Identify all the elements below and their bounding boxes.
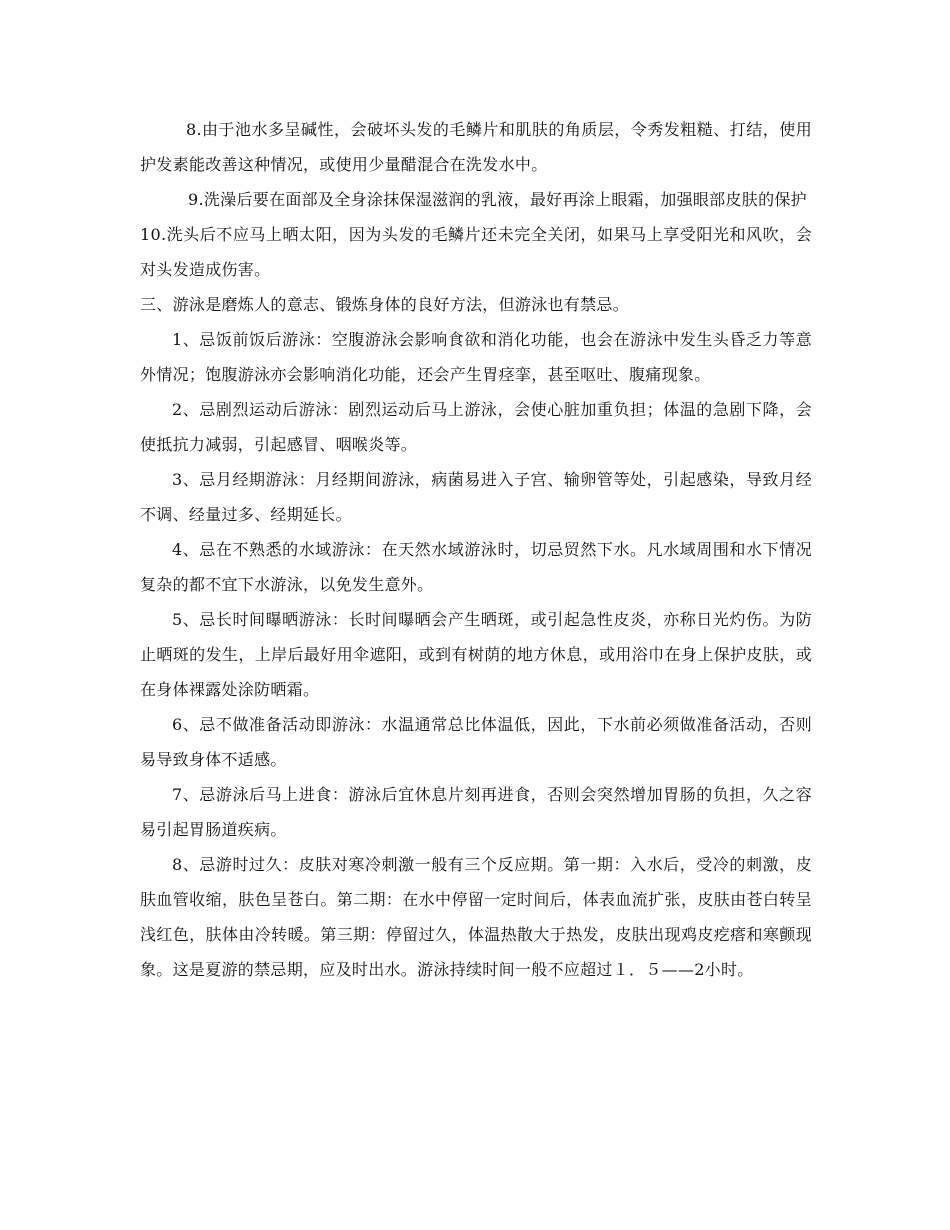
paragraph-hair-care-8: 8.由于池水多呈碱性，会破坏头发的毛鳞片和肌肤的角质层，令秀发粗糙、打结，使用护发素能改善这种情况，或使用少量醋混合在洗发水中。 bbox=[140, 120, 812, 174]
list-item-taboo-4: 4、忌在不熟悉的水域游泳：在天然水域游泳时，切忌贸然下水。凡水域周围和水下情况复杂的都不宜下水游泳，以免发生意外。 bbox=[140, 540, 812, 594]
list-item-taboo-5: 5、忌长时间曝晒游泳：长时间曝晒会产生晒斑，或引起急性皮炎，亦称日光灼伤。为防止晒斑的发生，上岸后最好用伞遮阳，或到有树荫的地方休息，或用浴巾在身上保护皮肤，或在身体裸露处涂防晒霜。 bbox=[140, 610, 812, 699]
paragraph-skin-care-9: 9.洗澡后要在面部及全身涂抹保湿滋润的乳液，最好再涂上眼霜，加强眼部皮肤的保护 bbox=[188, 190, 807, 209]
section-heading-swimming-taboos: 三、游泳是磨炼人的意志、锻炼身体的良好方法，但游泳也有禁忌。 bbox=[140, 295, 630, 314]
list-item-taboo-3: 3、忌月经期游泳：月经期间游泳，病菌易进入子宫、输卵管等处，引起感染，导致月经不调、经量过多、经期延长。 bbox=[140, 470, 812, 524]
list-item-taboo-7: 7、忌游泳后马上进食：游泳后宜休息片刻再进食，否则会突然增加胃肠的负担，久之容易引起胃肠道疾病。 bbox=[140, 785, 812, 839]
list-item-taboo-1: 1、忌饭前饭后游泳：空腹游泳会影响食欲和消化功能，也会在游泳中发生头昏乏力等意外情况；饱腹游泳亦会影响消化功能，还会产生胃痉挛，甚至呕吐、腹痛现象。 bbox=[140, 330, 812, 384]
list-item-taboo-8: 8、忌游时过久：皮肤对寒冷刺激一般有三个反应期。第一期：入水后，受冷的刺激，皮肤血管收缩，肤色呈苍白。第二期：在水中停留一定时间后，体表血流扩张，皮肤由苍白转呈浅红色，肤体由冷转暖。第三期：停留过久，体温热散大于热发，皮肤出现鸡皮疙瘩和寒颤现象。这是夏游的禁忌期，应及时出水。游泳持续时间一般不应超过１．５——2小时。 bbox=[140, 855, 812, 979]
list-item-taboo-6: 6、忌不做准备活动即游泳：水温通常总比体温低，因此，下水前必须做准备活动，否则易导致身体不适感。 bbox=[140, 715, 812, 769]
list-item-taboo-2: 2、忌剧烈运动后游泳：剧烈运动后马上游泳，会使心脏加重负担；体温的急剧下降，会使抵抗力减弱，引起感冒、咽喉炎等。 bbox=[140, 400, 812, 454]
document-body bbox=[140, 112, 812, 987]
paragraph-hair-sun-10: 10.洗头后不应马上晒太阳，因为头发的毛鳞片还未完全关闭，如果马上享受阳光和风吹，会对头发造成伤害。 bbox=[140, 225, 812, 279]
